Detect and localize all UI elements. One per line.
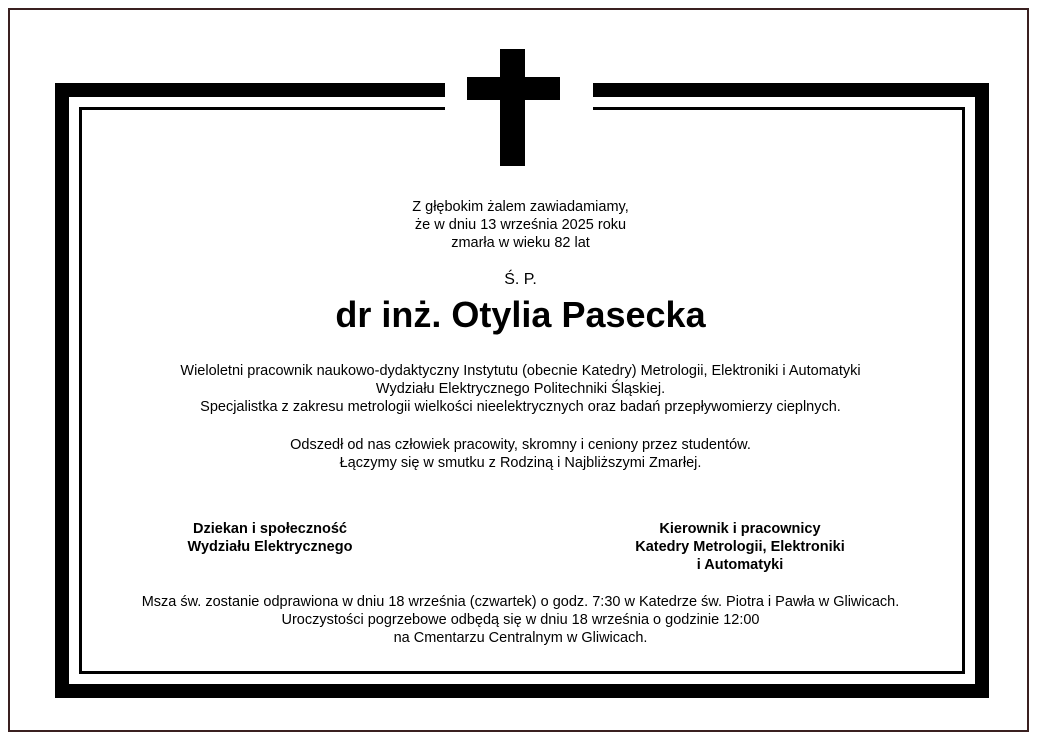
cross-vertical-bar — [500, 49, 525, 166]
signature-left — [140, 520, 400, 556]
signature-line: Dziekan i społeczność — [193, 521, 347, 537]
funeral-line: Uroczystości pogrzebowe odbędą się w dniu 18 września o godzinie 12:00 — [281, 612, 760, 628]
funeral-info — [0, 593, 1041, 647]
cross-horizontal-bar — [467, 77, 560, 100]
signature-line: i Automatyki — [696, 557, 784, 573]
farewell-line: Odszedł od nas człowiek pracowity, skromny i ceniony przez studentów. — [290, 437, 751, 453]
bio-line: Wieloletni pracownik naukowo-dydaktyczny Instytutu (obecnie Katedry) Metrologii, Elektroniki i Automatyki — [180, 363, 861, 379]
deceased-name: dr inż. Otylia Pasecka — [335, 294, 706, 335]
farewell-text — [0, 436, 1041, 472]
signature-right — [590, 520, 890, 574]
intro-line: że w dniu 13 września 2025 roku — [414, 217, 627, 233]
signature-line: Kierownik i pracownicy — [659, 521, 821, 537]
funeral-line: na Cmentarzu Centralnym w Gliwicach. — [393, 630, 648, 646]
intro-line: Z głębokim żalem zawiadamiamy, — [412, 199, 629, 215]
funeral-line: Msza św. zostanie odprawiona w dniu 18 września (czwartek) o godz. 7:30 w Katedrze św. Piotra i Pawła w Gliwicach. — [141, 594, 900, 610]
name-prefix: Ś. P. — [504, 271, 537, 288]
intro-line: zmarła w wieku 82 lat — [451, 235, 590, 251]
signature-line: Katedry Metrologii, Elektroniki — [635, 539, 845, 555]
signature-line: Wydziału Elektrycznego — [187, 539, 353, 555]
farewell-line: Łączymy się w smutku z Rodziną i Najbliższymi Zmarłej. — [339, 455, 702, 471]
bio-line: Wydziału Elektrycznego Politechniki Śląskiej. — [375, 381, 666, 397]
bio-line: Specjalistka z zakresu metrologii wielkości nieelektrycznych oraz badań przepływomierzy cieplnych. — [200, 399, 841, 415]
announcement-intro — [0, 198, 1041, 252]
biography — [0, 362, 1041, 416]
